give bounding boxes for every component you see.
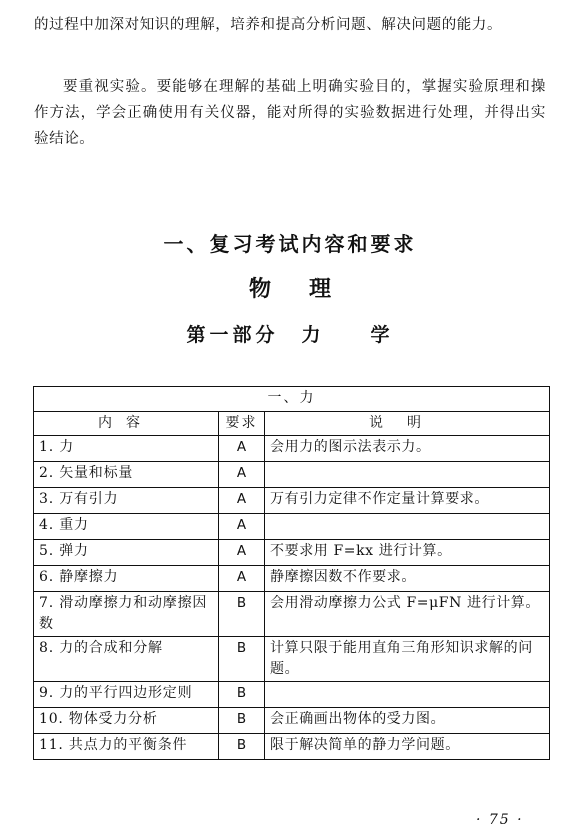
part-heading: 第一部分 力 学 — [186, 324, 394, 346]
row-item: 10. 物体受力分析 — [34, 708, 219, 734]
row-item: 2. 矢量和标量 — [34, 462, 219, 488]
row-level: B — [219, 734, 265, 760]
row-item: 9. 力的平行四边形定则 — [34, 682, 219, 708]
row-note: 万有引力定律不作定量计算要求。 — [265, 488, 550, 514]
row-level: B — [219, 708, 265, 734]
row-note: 会用滑动摩擦力公式 F=μFN 进行计算。 — [265, 592, 550, 637]
page-number: · 75 · — [476, 812, 524, 828]
row-item: 3. 万有引力 — [34, 488, 219, 514]
table-row — [34, 682, 550, 708]
row-item: 4. 重力 — [34, 514, 219, 540]
row-note: 静摩擦因数不作要求。 — [265, 566, 550, 592]
row-note: 限于解决简单的静力学问题。 — [265, 734, 550, 760]
row-note — [265, 682, 550, 708]
table-row — [34, 637, 550, 682]
table-row — [34, 462, 550, 488]
row-item: 7. 滑动摩擦力和动摩擦因数 — [34, 592, 219, 637]
subject-heading: 物理 — [248, 276, 369, 302]
row-level: A — [219, 436, 265, 462]
table-row — [34, 436, 550, 462]
section-heading: 一、复习考试内容和要求 — [163, 232, 417, 256]
table-row — [34, 566, 550, 592]
table-row — [34, 540, 550, 566]
row-note: 会用力的图示法表示力。 — [265, 436, 550, 462]
table-row — [34, 514, 550, 540]
row-item: 8. 力的合成和分解 — [34, 637, 219, 682]
table-row — [34, 488, 550, 514]
row-level: B — [219, 637, 265, 682]
intro-paragraph-continued: 的过程中加深对知识的理解，培养和提高分析问题、解决问题的能力。 — [34, 17, 503, 33]
row-level: A — [219, 566, 265, 592]
row-level: A — [219, 462, 265, 488]
row-item: 1. 力 — [34, 436, 219, 462]
row-note — [265, 514, 550, 540]
row-item: 6. 静摩擦力 — [34, 566, 219, 592]
row-note: 计算只限于能用直角三角形知识求解的问题。 — [265, 637, 550, 682]
column-header-note: 说明 — [265, 412, 550, 436]
row-level: A — [219, 488, 265, 514]
table-caption: 一、力 — [34, 387, 550, 412]
column-header-level: 要求 — [219, 412, 265, 436]
requirements-table — [33, 386, 550, 760]
row-level: B — [219, 592, 265, 637]
row-level: A — [219, 540, 265, 566]
column-header-item: 内容 — [34, 412, 219, 436]
row-item: 11. 共点力的平衡条件 — [34, 734, 219, 760]
row-note — [265, 462, 550, 488]
row-level: A — [219, 514, 265, 540]
row-note: 不要求用 F=kx 进行计算。 — [265, 540, 550, 566]
row-item: 5. 弹力 — [34, 540, 219, 566]
table-row — [34, 734, 550, 760]
table-row — [34, 592, 550, 637]
row-note: 会正确画出物体的受力图。 — [265, 708, 550, 734]
experiment-paragraph: 要重视实验。要能够在理解的基础上明确实验目的，掌握实验原理和操作方法，学会正确使用有关仪器，能对所得的实验数据进行处理，并得出实验结论。 — [34, 79, 546, 147]
row-level: B — [219, 682, 265, 708]
table-row — [34, 708, 550, 734]
